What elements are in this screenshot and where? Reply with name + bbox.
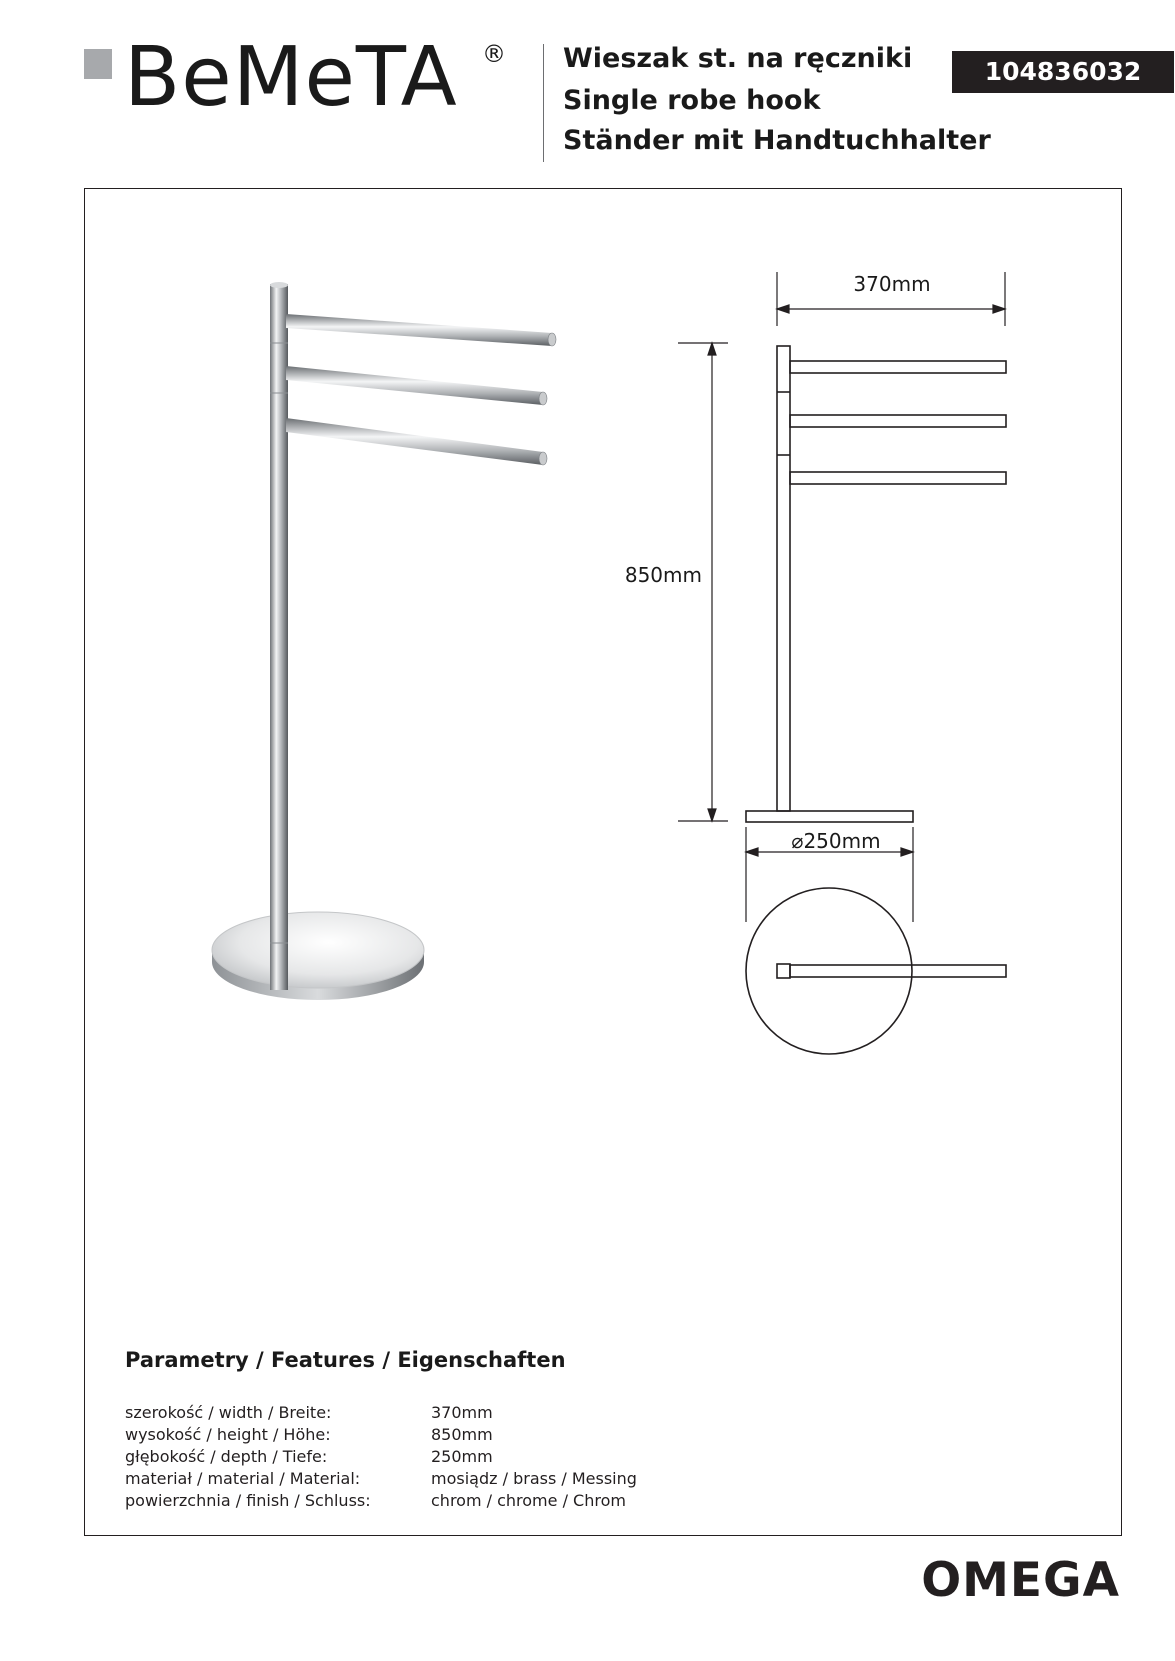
feature-label: powierzchnia / finish / Schluss: [125,1491,371,1510]
product-code-badge: 104836032 [952,51,1174,93]
feature-value: 850mm [431,1425,493,1444]
feature-row [125,1425,493,1444]
title-polish: Wieszak st. na ręczniki [563,43,913,74]
feature-label: wysokość / height / Höhe: [125,1425,331,1444]
feature-row [125,1447,493,1466]
feature-row [125,1469,637,1488]
feature-value: chrom / chrome / Chrom [431,1491,626,1510]
diameter-dimension-label: ⌀250mm [791,829,881,853]
feature-value: mosiądz / brass / Messing [431,1469,637,1488]
brand-logo: BeMeTA [124,30,458,125]
width-dimension-label: 370mm [853,272,931,296]
series-name: OMEGA [921,1553,1120,1608]
dimension-lines [678,272,1005,922]
feature-value: 250mm [431,1447,493,1466]
product-illustration [212,282,556,1000]
feature-row [125,1491,626,1510]
technical-top-view [746,888,1006,1054]
feature-label: szerokość / width / Breite: [125,1403,332,1422]
registered-mark: ® [482,40,506,68]
features-heading: Parametry / Features / Eigenschaften [125,1348,566,1372]
feature-label: głębokość / depth / Tiefe: [125,1447,328,1466]
feature-label: materiał / material / Material: [125,1469,361,1488]
technical-front-view [746,346,1006,822]
height-dimension-label: 850mm [624,563,702,587]
title-german: Ständer mit Handtuchhalter [563,125,991,156]
feature-value: 370mm [431,1403,493,1422]
title-english: Single robe hook [563,85,821,116]
feature-row [125,1403,493,1422]
